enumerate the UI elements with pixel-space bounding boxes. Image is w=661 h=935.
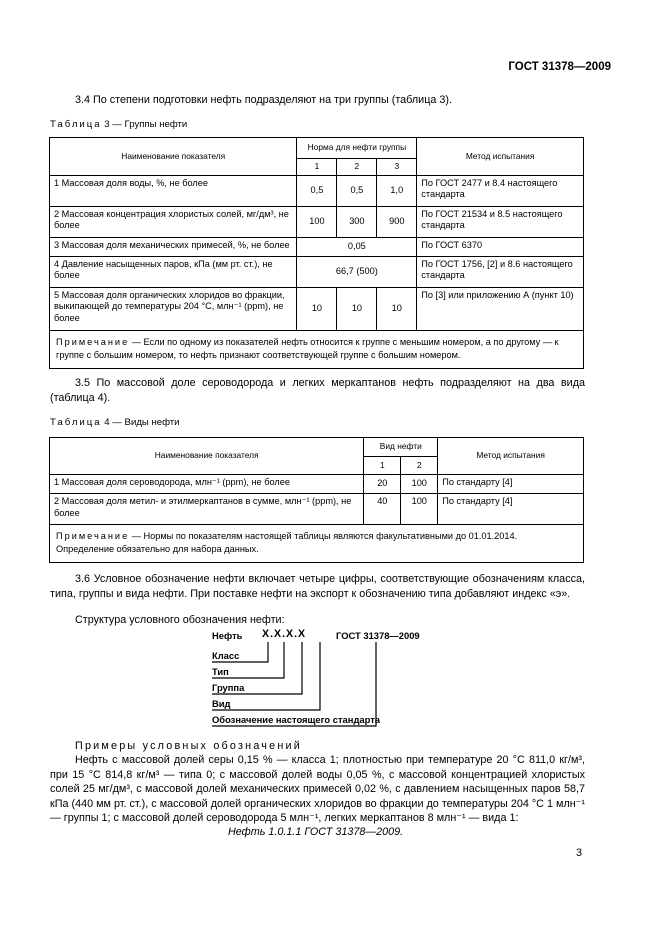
label-group: Группа <box>212 682 245 693</box>
table-note-row <box>50 525 584 563</box>
t3-row2-v2: 300 <box>337 206 377 237</box>
t3-header-norm: Норма для нефти группы <box>297 138 417 159</box>
t3-row1-v3: 1,0 <box>377 175 417 206</box>
t4-kind-1: 1 <box>364 457 401 475</box>
t4-header-method: Метод испытания <box>438 438 584 475</box>
table-row <box>50 256 584 287</box>
page-number: 3 <box>576 847 583 859</box>
t4-header-name: Наименование показателя <box>50 438 364 475</box>
t3-row5-name: 5 Массовая доля органических хлоридов во фракции, выкипающей до температуры 204 °С, млн⁻¹ (ppm), не более <box>50 287 297 330</box>
example-formula: Нефть 1.0.1.1 ГОСТ 31378—2009. <box>228 826 404 838</box>
t3-row2-method: По ГОСТ 21534 и 8.5 настоящего стандарта <box>417 206 584 237</box>
t3-row1-method: По ГОСТ 2477 и 8.4 настоящего стандарта <box>417 175 584 206</box>
table-note-row <box>50 330 584 368</box>
table-row <box>50 206 584 237</box>
table4-caption <box>50 417 180 428</box>
t3-row4-merged: 66,7 (500) <box>297 256 417 287</box>
table-4 <box>49 437 584 563</box>
document-code: ГОСТ 31378—2009 <box>508 61 611 73</box>
t3-row2-v1: 100 <box>297 206 337 237</box>
diagram-standard: ГОСТ 31378—2009 <box>336 630 420 641</box>
table3-caption <box>50 119 187 130</box>
t4-row2-method: По стандарту [4] <box>438 494 584 525</box>
t3-header-method: Метод испытания <box>417 138 584 176</box>
t4-note-label: Примечание <box>56 531 130 541</box>
t3-row5-method: По [3] или приложению А (пункт 10) <box>417 287 584 330</box>
t3-group-2: 2 <box>337 159 377 176</box>
t3-note <box>50 330 584 368</box>
t3-row5-v2: 10 <box>337 287 377 330</box>
table-3 <box>49 137 584 369</box>
t3-row5-v1: 10 <box>297 287 337 330</box>
t4-row1-v1: 20 <box>364 475 401 494</box>
t4-row1-v2: 100 <box>401 475 438 494</box>
label-standard: Обозначение настоящего стандарта <box>212 714 381 725</box>
t4-row1-name: 1 Массовая доля сероводорода, млн⁻¹ (ppm), не более <box>50 475 364 494</box>
table-row <box>50 494 584 525</box>
structure-title: Структура условного обозначения нефти: <box>75 614 285 626</box>
t4-header-kind: Вид нефти <box>364 438 438 457</box>
t3-note-label: Примечание <box>56 336 130 347</box>
table4-caption-label: Таблица <box>50 417 102 428</box>
paragraph-3-4: 3.4 По степени подготовки нефть подразделяют на три группы (таблица 3). <box>75 94 453 106</box>
table-row <box>50 287 584 330</box>
t3-header-name: Наименование показателя <box>50 138 297 176</box>
t3-row2-v3: 900 <box>377 206 417 237</box>
t4-row2-name: 2 Массовая доля метил- и этилмеркаптанов в сумме, млн⁻¹ (ppm), не более <box>50 494 364 525</box>
t4-note-text: — Нормы по показателям настоящей таблицы являются факультативными до 01.01.2014. Определение обязательно для набора данных. <box>56 531 518 554</box>
label-class: Класс <box>212 650 240 661</box>
t4-row2-v1: 40 <box>364 494 401 525</box>
table-row <box>50 175 584 206</box>
t3-row1-v2: 0,5 <box>337 175 377 206</box>
diagram-word: Нефть <box>212 630 243 641</box>
table-row <box>50 475 584 494</box>
t4-kind-2: 2 <box>401 457 438 475</box>
paragraph-3-5: 3.5 По массовой доле сероводорода и легких меркаптанов нефть подразделяют на два вида (таблица 4). <box>50 377 585 404</box>
t3-row4-name: 4 Давление насыщенных паров, кПа (мм рт. ст.), не более <box>50 256 297 287</box>
examples-text: Нефть с массовой долей серы 0,15 % — класса 1; плотностью при температуре 20 °С 811,0 кг/м³, при 15 °С 814,8 кг/м³ — типа 0; с массовой долей воды 0,05 %, с массовой концентрацией хлористых солей 25 мг/дм³, с массовой долей механических примесей 0,02 %, с давлением насыщенных паров 58,7 кПа (440 мм рт. ст.), с массовой долей органических хлоридов во фракции до температуры 204 °С 1 млн⁻¹ — группы 1; с массовой долей сероводорода 5 млн⁻¹, легких меркаптанов 8 млн⁻¹ — вида 1: <box>50 754 585 824</box>
t3-row1-v1: 0,5 <box>297 175 337 206</box>
t3-row1-name: 1 Массовая доля воды, %, не более <box>50 175 297 206</box>
t3-row3-name: 3 Массовая доля механических примесей, %, не более <box>50 237 297 256</box>
paragraph-3-6: 3.6 Условное обозначение нефти включает четыре цифры, соответствующие обозначениям класса, типа, группы и вида нефти. При поставке нефти на экспорт к обозначению типа добавляют индекс «э». <box>50 573 585 600</box>
t3-row3-merged: 0,05 <box>297 237 417 256</box>
t3-note-text: — Если по одному из показателей нефть относится к группе с меньшим номером, а по другому — к группе с большим номером, то нефть признают соответствующей группе с большим номером. <box>56 336 559 360</box>
table4-caption-text: 4 — Виды нефти <box>104 417 180 428</box>
t4-row1-method: По стандарту [4] <box>438 475 584 494</box>
t3-row5-v3: 10 <box>377 287 417 330</box>
t4-note <box>50 525 584 563</box>
t3-group-1: 1 <box>297 159 337 176</box>
t3-row3-method: По ГОСТ 6370 <box>417 237 584 256</box>
table3-caption-text: 3 — Группы нефти <box>104 119 188 130</box>
t3-row2-name: 2 Массовая концентрация хлористых солей, мг/дм³, не более <box>50 206 297 237</box>
label-type: Тип <box>212 666 229 677</box>
t3-row4-method: По ГОСТ 1756, [2] и 8.6 настоящего стандарта <box>417 256 584 287</box>
label-kind: Вид <box>212 698 231 709</box>
table3-caption-label: Таблица <box>50 119 102 130</box>
table-row <box>50 237 584 256</box>
examples-title: Примеры условных обозначений <box>75 740 302 752</box>
t4-row2-v2: 100 <box>401 494 438 525</box>
t3-group-3: 3 <box>377 159 417 176</box>
diagram-code: Х.Х.Х.Х <box>262 628 307 640</box>
